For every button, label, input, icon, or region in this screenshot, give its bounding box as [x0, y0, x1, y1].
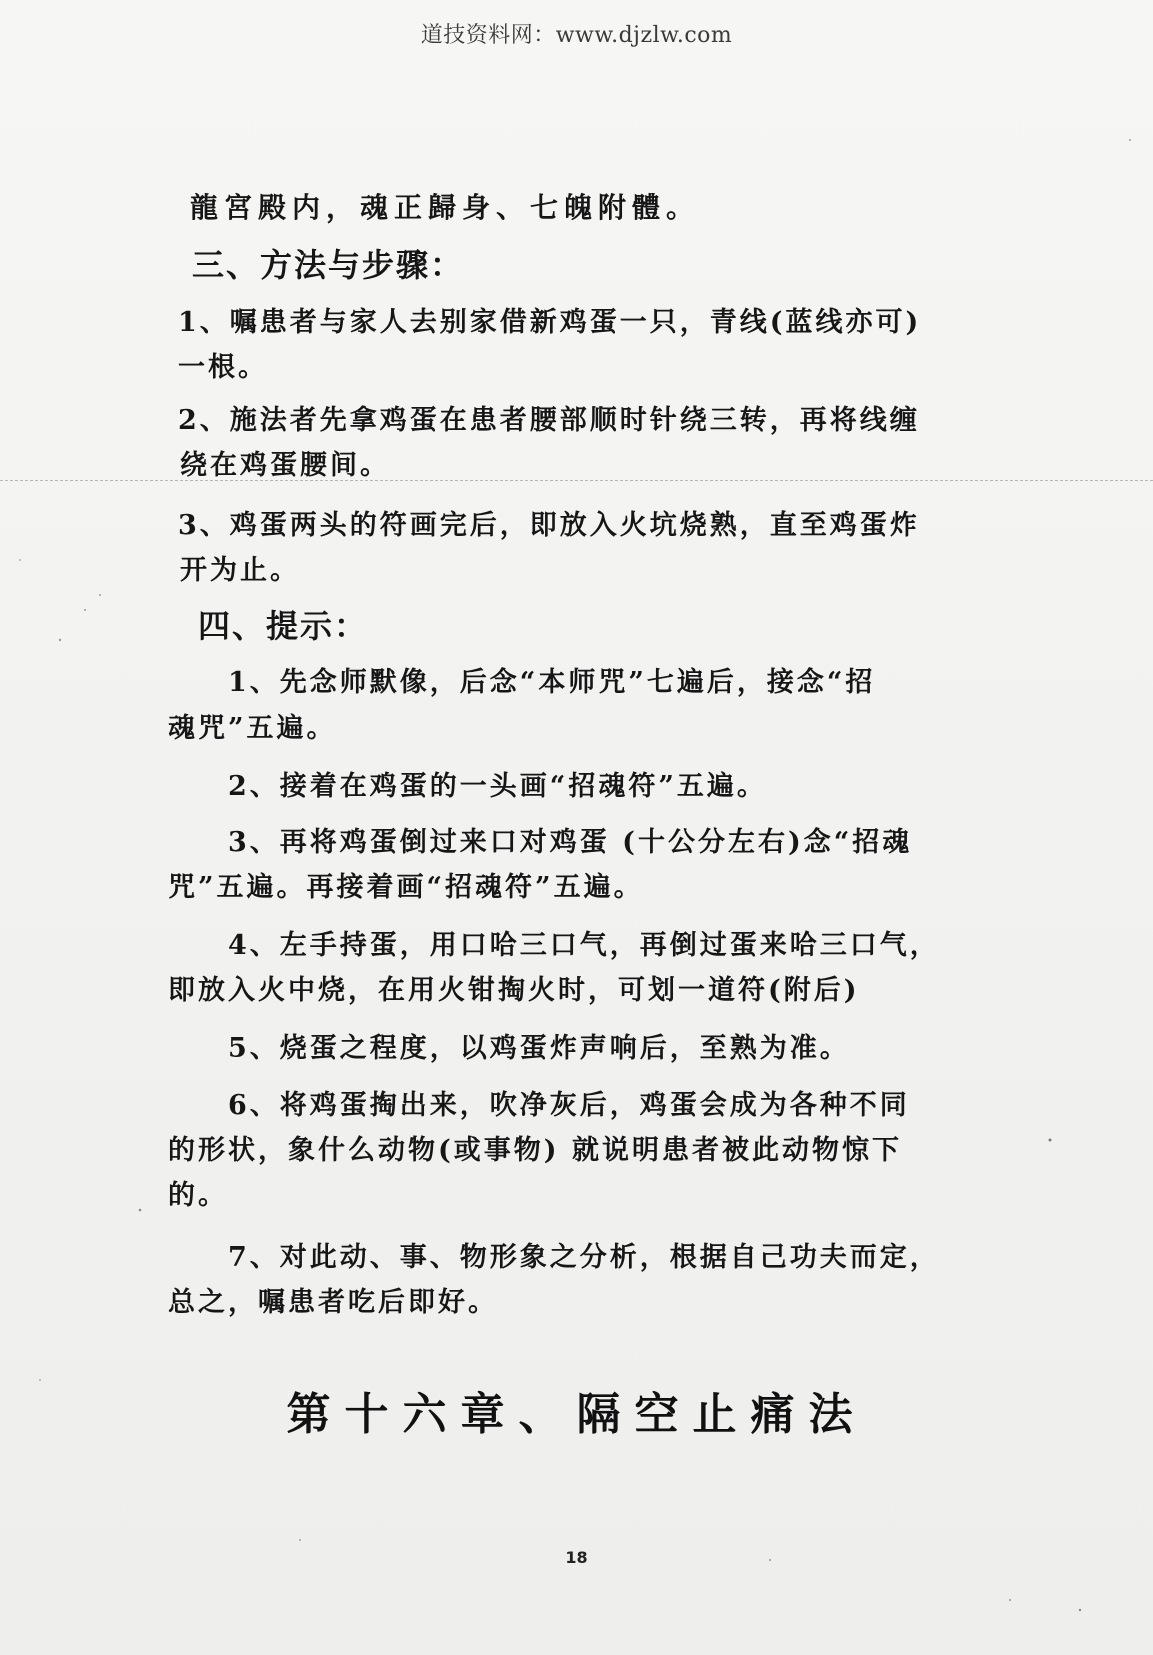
method-step-2: 2、施法者先拿鸡蛋在患者腰部顺时针绕三转，再将线缠: [178, 405, 920, 436]
tip-4: 4、左手持蛋，用口哈三口气，再倒过蛋来哈三口气，: [228, 930, 940, 961]
tip-1-cont: 魂咒”五遍。: [168, 713, 337, 744]
method-step-1: 1、嘱患者与家人去别家借新鸡蛋一只，青线(蓝线亦可): [178, 307, 922, 338]
page-number: 18: [565, 1548, 588, 1567]
tip-7: 7、对此动、事、物形象之分析，根据自己功夫而定，: [228, 1242, 940, 1273]
method-step-3-cont: 开为止。: [180, 555, 300, 586]
scan-artifact-line: [0, 480, 1153, 481]
tip-7-cont: 总之，嘱患者吃后即好。: [168, 1287, 498, 1318]
section-heading-tips: 四、提示：: [198, 607, 369, 645]
tip-6-end: 的。: [168, 1180, 228, 1211]
method-step-3: 3、鸡蛋两头的符画完后，即放入火坑烧熟，直至鸡蛋炸: [178, 510, 920, 541]
tip-4-cont: 即放入火中烧，在用火钳掏火时，可划一道符(附后): [168, 975, 860, 1006]
tip-6-cont: 的形状，象什么动物(或事物) 就说明患者被此动物惊下: [168, 1135, 902, 1166]
tip-2: 2、接着在鸡蛋的一头画“招魂符”五遍。: [228, 771, 767, 802]
tip-6: 6、将鸡蛋掏出来，吹净灰后，鸡蛋会成为各种不同: [228, 1090, 910, 1121]
chapter-title: 第十六章、隔空止痛法: [286, 1389, 867, 1440]
tip-3-cont: 咒”五遍。再接着画“招魂符”五遍。: [168, 872, 644, 903]
section-heading-methods: 三、方法与步骤：: [192, 246, 465, 284]
method-step-2-cont: 绕在鸡蛋腰间。: [180, 450, 390, 481]
continuation-line: 龍宮殿内，魂正歸身、七魄附體。: [190, 191, 701, 224]
tip-1: 1、先念师默像，后念“本师咒”七遍后，接念“招: [228, 667, 876, 698]
method-step-1-cont: 一根。: [178, 352, 268, 383]
tip-3: 3、再将鸡蛋倒过来口对鸡蛋 (十公分左右)念“招魂: [228, 827, 913, 858]
watermark-header: 道技资料网：www.djzlw.com: [420, 23, 733, 48]
tip-5: 5、烧蛋之程度，以鸡蛋炸声响后，至熟为准。: [228, 1033, 850, 1064]
